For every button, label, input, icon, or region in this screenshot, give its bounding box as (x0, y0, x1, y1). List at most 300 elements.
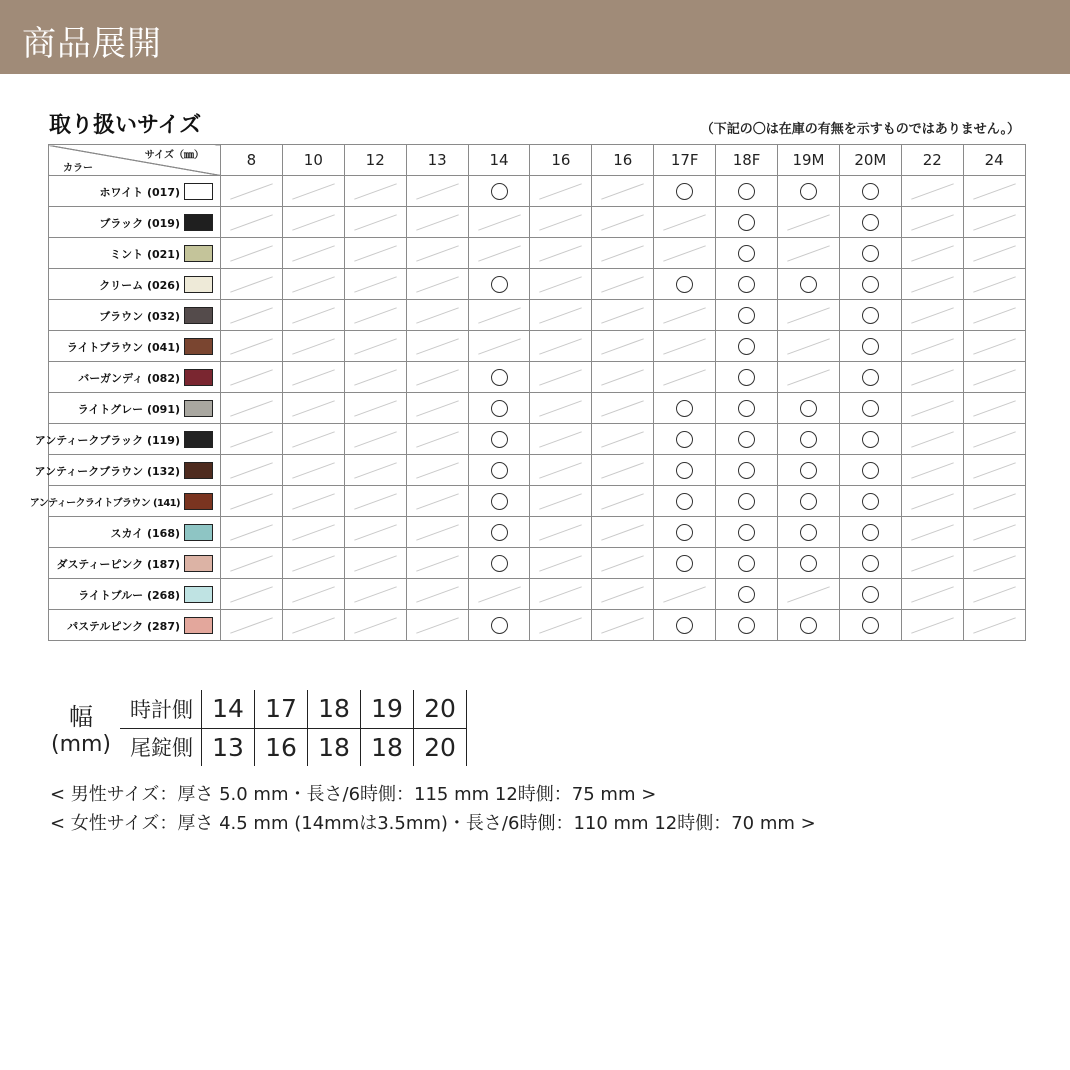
color-row (49, 300, 1026, 331)
color-cell (34, 424, 221, 455)
size-header: 13 (406, 145, 468, 176)
unavailable-cell (221, 238, 283, 269)
available-circle-icon (491, 431, 508, 448)
unavailable-cell (406, 517, 468, 548)
watch-side-width: 17 (255, 690, 308, 728)
available-cell (468, 486, 530, 517)
color-name: ブラウン (032) (99, 310, 180, 323)
unavailable-cell (530, 486, 592, 517)
color-swatch (184, 369, 213, 386)
available-cell (839, 393, 901, 424)
color-name: アンティークライトブラウン (141) (29, 498, 180, 509)
available-cell (654, 548, 716, 579)
unavailable-cell (282, 548, 344, 579)
color-name: クリーム (026) (99, 279, 180, 292)
available-circle-icon (862, 245, 879, 262)
available-cell (654, 393, 716, 424)
available-circle-icon (676, 524, 693, 541)
unavailable-cell (344, 300, 406, 331)
unavailable-cell (406, 610, 468, 641)
unavailable-cell (221, 548, 283, 579)
color-swatch (184, 617, 213, 634)
section-title: 取り扱いサイズ (49, 113, 202, 138)
available-circle-icon (676, 431, 693, 448)
unavailable-cell (592, 517, 654, 548)
watch-side-width: 14 (202, 690, 255, 728)
size-header: 16 (530, 145, 592, 176)
available-cell (839, 517, 901, 548)
unavailable-cell (221, 207, 283, 238)
color-row (49, 238, 1026, 269)
header-banner (0, 0, 1070, 74)
available-circle-icon (491, 493, 508, 510)
unavailable-cell (282, 486, 344, 517)
available-cell (839, 362, 901, 393)
available-circle-icon (800, 555, 817, 572)
width-label-unit: (mm) (50, 732, 112, 757)
buckle-side-width: 18 (361, 728, 414, 766)
unavailable-cell (963, 486, 1025, 517)
unavailable-cell (963, 548, 1025, 579)
size-header: 22 (901, 145, 963, 176)
available-cell (468, 455, 530, 486)
size-header: 16 (592, 145, 654, 176)
unavailable-cell (344, 548, 406, 579)
available-cell (839, 455, 901, 486)
available-cell (716, 269, 778, 300)
available-circle-icon (862, 214, 879, 231)
available-cell (654, 455, 716, 486)
available-circle-icon (738, 524, 755, 541)
unavailable-cell (344, 331, 406, 362)
color-row (49, 579, 1026, 610)
available-circle-icon (738, 400, 755, 417)
unavailable-cell (282, 331, 344, 362)
size-header: 10 (282, 145, 344, 176)
available-circle-icon (491, 555, 508, 572)
unavailable-cell (901, 207, 963, 238)
available-cell (654, 176, 716, 207)
unavailable-cell (963, 238, 1025, 269)
available-cell (778, 548, 840, 579)
unavailable-cell (654, 331, 716, 362)
color-name: アンティークブラウン (132) (34, 465, 180, 478)
available-circle-icon (862, 400, 879, 417)
watch-side-width: 19 (361, 690, 414, 728)
available-circle-icon (738, 493, 755, 510)
unavailable-cell (406, 362, 468, 393)
width-label (48, 703, 114, 759)
unavailable-cell (901, 331, 963, 362)
available-cell (716, 517, 778, 548)
banner-title: 商品展開 (22, 24, 162, 64)
color-cell (49, 207, 221, 238)
unavailable-cell (901, 300, 963, 331)
available-circle-icon (862, 369, 879, 386)
unavailable-cell (406, 207, 468, 238)
unavailable-cell (530, 455, 592, 486)
color-cell (34, 455, 221, 486)
unavailable-cell (963, 579, 1025, 610)
unavailable-cell (963, 393, 1025, 424)
unavailable-cell (592, 207, 654, 238)
unavailable-cell (406, 424, 468, 455)
available-cell (468, 610, 530, 641)
unavailable-cell (901, 455, 963, 486)
unavailable-cell (221, 331, 283, 362)
unavailable-cell (282, 517, 344, 548)
unavailable-cell (406, 331, 468, 362)
available-circle-icon (862, 617, 879, 634)
available-circle-icon (862, 493, 879, 510)
color-swatch (184, 493, 213, 510)
color-row (49, 486, 1026, 517)
unavailable-cell (530, 610, 592, 641)
available-circle-icon (738, 307, 755, 324)
buckle-side-width: 13 (202, 728, 255, 766)
unavailable-cell (654, 579, 716, 610)
color-name: パステルピンク (287) (67, 620, 180, 633)
unavailable-cell (344, 610, 406, 641)
available-circle-icon (800, 462, 817, 479)
unavailable-cell (963, 331, 1025, 362)
available-circle-icon (738, 617, 755, 634)
color-cell (49, 176, 221, 207)
unavailable-cell (406, 393, 468, 424)
available-cell (839, 176, 901, 207)
unavailable-cell (221, 362, 283, 393)
available-circle-icon (738, 338, 755, 355)
unavailable-cell (468, 579, 530, 610)
unavailable-cell (654, 362, 716, 393)
color-cell (49, 238, 221, 269)
unavailable-cell (963, 455, 1025, 486)
unavailable-cell (592, 238, 654, 269)
color-row (49, 548, 1026, 579)
size-header: 8 (221, 145, 283, 176)
unavailable-cell (901, 517, 963, 548)
available-circle-icon (800, 524, 817, 541)
color-swatch (184, 183, 213, 200)
color-cell (49, 517, 221, 548)
size-availability-table (29, 144, 1026, 641)
watch-side-label: 時計側 (120, 690, 202, 728)
unavailable-cell (530, 579, 592, 610)
unavailable-cell (901, 579, 963, 610)
available-cell (716, 486, 778, 517)
unavailable-cell (221, 300, 283, 331)
available-cell (716, 300, 778, 331)
color-name: ライトブルー (268) (78, 589, 180, 602)
available-cell (468, 548, 530, 579)
color-row (49, 610, 1026, 641)
available-cell (839, 300, 901, 331)
available-circle-icon (676, 493, 693, 510)
unavailable-cell (282, 269, 344, 300)
unavailable-cell (654, 300, 716, 331)
available-cell (716, 207, 778, 238)
legend-note: （下記の〇は在庫の有無を示すものではありません。） (700, 122, 1020, 137)
buckle-side-width: 16 (255, 728, 308, 766)
unavailable-cell (592, 393, 654, 424)
available-circle-icon (862, 276, 879, 293)
unavailable-cell (530, 238, 592, 269)
available-cell (778, 610, 840, 641)
unavailable-cell (344, 517, 406, 548)
available-cell (839, 579, 901, 610)
color-cell (49, 393, 221, 424)
unavailable-cell (282, 176, 344, 207)
available-cell (778, 269, 840, 300)
available-cell (839, 424, 901, 455)
unavailable-cell (221, 455, 283, 486)
color-cell (29, 486, 221, 517)
men-size-spec: < 男性サイズ：厚さ 5.0 mm・長さ/6時側：115 mm 12時側：75 mm > (50, 784, 657, 805)
unavailable-cell (901, 362, 963, 393)
width-table (120, 690, 467, 766)
available-circle-icon (738, 555, 755, 572)
unavailable-cell (901, 269, 963, 300)
color-swatch (184, 431, 213, 448)
color-row (49, 331, 1026, 362)
unavailable-cell (344, 486, 406, 517)
available-cell (468, 269, 530, 300)
available-cell (716, 455, 778, 486)
color-name: ミント (021) (110, 248, 180, 261)
unavailable-cell (592, 455, 654, 486)
color-swatch (184, 276, 213, 293)
unavailable-cell (282, 393, 344, 424)
available-cell (468, 424, 530, 455)
available-cell (716, 238, 778, 269)
unavailable-cell (468, 238, 530, 269)
color-cell (49, 610, 221, 641)
available-circle-icon (800, 431, 817, 448)
color-row (49, 207, 1026, 238)
color-row (49, 176, 1026, 207)
unavailable-cell (468, 331, 530, 362)
available-circle-icon (491, 400, 508, 417)
unavailable-cell (963, 207, 1025, 238)
unavailable-cell (221, 269, 283, 300)
available-cell (839, 486, 901, 517)
available-circle-icon (738, 431, 755, 448)
available-circle-icon (862, 338, 879, 355)
unavailable-cell (406, 455, 468, 486)
unavailable-cell (963, 517, 1025, 548)
unavailable-cell (282, 455, 344, 486)
available-circle-icon (738, 369, 755, 386)
unavailable-cell (778, 362, 840, 393)
unavailable-cell (592, 548, 654, 579)
unavailable-cell (282, 300, 344, 331)
available-cell (716, 393, 778, 424)
available-cell (654, 486, 716, 517)
unavailable-cell (282, 579, 344, 610)
size-header: 24 (963, 145, 1025, 176)
color-name: ブラック (019) (99, 217, 180, 230)
color-name: ダスティーピンク (187) (56, 558, 180, 571)
available-cell (839, 610, 901, 641)
unavailable-cell (282, 424, 344, 455)
unavailable-cell (530, 269, 592, 300)
unavailable-cell (406, 300, 468, 331)
color-axis-label: カラー (63, 163, 93, 174)
unavailable-cell (221, 486, 283, 517)
available-cell (654, 517, 716, 548)
available-circle-icon (862, 555, 879, 572)
women-size-spec: < 女性サイズ：厚さ 4.5 mm (14mmは3.5mm)・長さ/6時側：110 mm 12時側：70 mm > (50, 813, 816, 834)
unavailable-cell (592, 579, 654, 610)
unavailable-cell (963, 300, 1025, 331)
available-circle-icon (800, 617, 817, 634)
available-circle-icon (738, 586, 755, 603)
unavailable-cell (221, 610, 283, 641)
buckle-side-label: 尾錠側 (130, 736, 193, 761)
unavailable-cell (530, 393, 592, 424)
color-name: アンティークブラック (119) (34, 434, 180, 447)
unavailable-cell (778, 579, 840, 610)
available-circle-icon (738, 245, 755, 262)
unavailable-cell (344, 176, 406, 207)
unavailable-cell (406, 238, 468, 269)
unavailable-cell (406, 548, 468, 579)
color-name: ライトグレー (091) (77, 403, 180, 416)
available-circle-icon (676, 462, 693, 479)
color-cell (49, 362, 221, 393)
available-circle-icon (491, 462, 508, 479)
available-cell (778, 424, 840, 455)
available-cell (654, 269, 716, 300)
color-name: スカイ (168) (110, 527, 180, 540)
unavailable-cell (282, 238, 344, 269)
buckle-side-width: 18 (308, 728, 361, 766)
unavailable-cell (901, 238, 963, 269)
available-cell (716, 362, 778, 393)
available-circle-icon (491, 524, 508, 541)
available-cell (839, 548, 901, 579)
available-circle-icon (862, 431, 879, 448)
width-label-main: 幅 (69, 703, 93, 731)
color-swatch (184, 338, 213, 355)
unavailable-cell (963, 269, 1025, 300)
available-cell (778, 517, 840, 548)
color-cell (49, 579, 221, 610)
color-swatch (184, 214, 213, 231)
available-circle-icon (676, 276, 693, 293)
unavailable-cell (221, 176, 283, 207)
available-cell (839, 331, 901, 362)
available-cell (654, 610, 716, 641)
unavailable-cell (468, 300, 530, 331)
color-cell (49, 269, 221, 300)
color-cell (49, 548, 221, 579)
unavailable-cell (221, 517, 283, 548)
size-header: 18F (716, 145, 778, 176)
unavailable-cell (778, 300, 840, 331)
color-swatch (184, 307, 213, 324)
unavailable-cell (406, 486, 468, 517)
size-header: 19M (778, 145, 840, 176)
available-circle-icon (862, 586, 879, 603)
size-axis-label: サイズ（㎜） (144, 150, 204, 161)
unavailable-cell (406, 579, 468, 610)
unavailable-cell (530, 362, 592, 393)
unavailable-cell (221, 393, 283, 424)
available-circle-icon (800, 493, 817, 510)
unavailable-cell (592, 269, 654, 300)
color-row (49, 424, 1026, 455)
unavailable-cell (282, 610, 344, 641)
unavailable-cell (901, 610, 963, 641)
unavailable-cell (530, 176, 592, 207)
unavailable-cell (406, 176, 468, 207)
unavailable-cell (282, 362, 344, 393)
unavailable-cell (530, 424, 592, 455)
available-circle-icon (676, 617, 693, 634)
color-row (49, 455, 1026, 486)
unavailable-cell (530, 548, 592, 579)
unavailable-cell (901, 486, 963, 517)
unavailable-cell (282, 207, 344, 238)
available-circle-icon (676, 183, 693, 200)
available-circle-icon (800, 400, 817, 417)
color-swatch (184, 245, 213, 262)
unavailable-cell (344, 207, 406, 238)
available-cell (716, 331, 778, 362)
unavailable-cell (530, 300, 592, 331)
unavailable-cell (530, 517, 592, 548)
table-corner-header (49, 145, 221, 176)
available-cell (716, 424, 778, 455)
available-cell (654, 424, 716, 455)
unavailable-cell (344, 362, 406, 393)
unavailable-cell (344, 238, 406, 269)
unavailable-cell (592, 362, 654, 393)
buckle-side-width: 20 (414, 728, 467, 766)
available-cell (839, 269, 901, 300)
unavailable-cell (592, 331, 654, 362)
available-circle-icon (491, 183, 508, 200)
unavailable-cell (592, 424, 654, 455)
size-header: 20M (839, 145, 901, 176)
available-cell (468, 176, 530, 207)
unavailable-cell (406, 269, 468, 300)
available-circle-icon (800, 276, 817, 293)
available-circle-icon (676, 555, 693, 572)
available-cell (778, 455, 840, 486)
unavailable-cell (963, 424, 1025, 455)
unavailable-cell (592, 610, 654, 641)
unavailable-cell (221, 424, 283, 455)
unavailable-cell (901, 393, 963, 424)
available-circle-icon (862, 524, 879, 541)
color-row (49, 393, 1026, 424)
unavailable-cell (654, 238, 716, 269)
available-cell (716, 579, 778, 610)
unavailable-cell (344, 269, 406, 300)
available-cell (839, 207, 901, 238)
unavailable-cell (468, 207, 530, 238)
unavailable-cell (901, 424, 963, 455)
unavailable-cell (344, 455, 406, 486)
color-cell (49, 300, 221, 331)
unavailable-cell (778, 207, 840, 238)
unavailable-cell (963, 362, 1025, 393)
available-circle-icon (738, 214, 755, 231)
color-name: バーガンディ (082) (78, 372, 180, 385)
available-cell (778, 486, 840, 517)
